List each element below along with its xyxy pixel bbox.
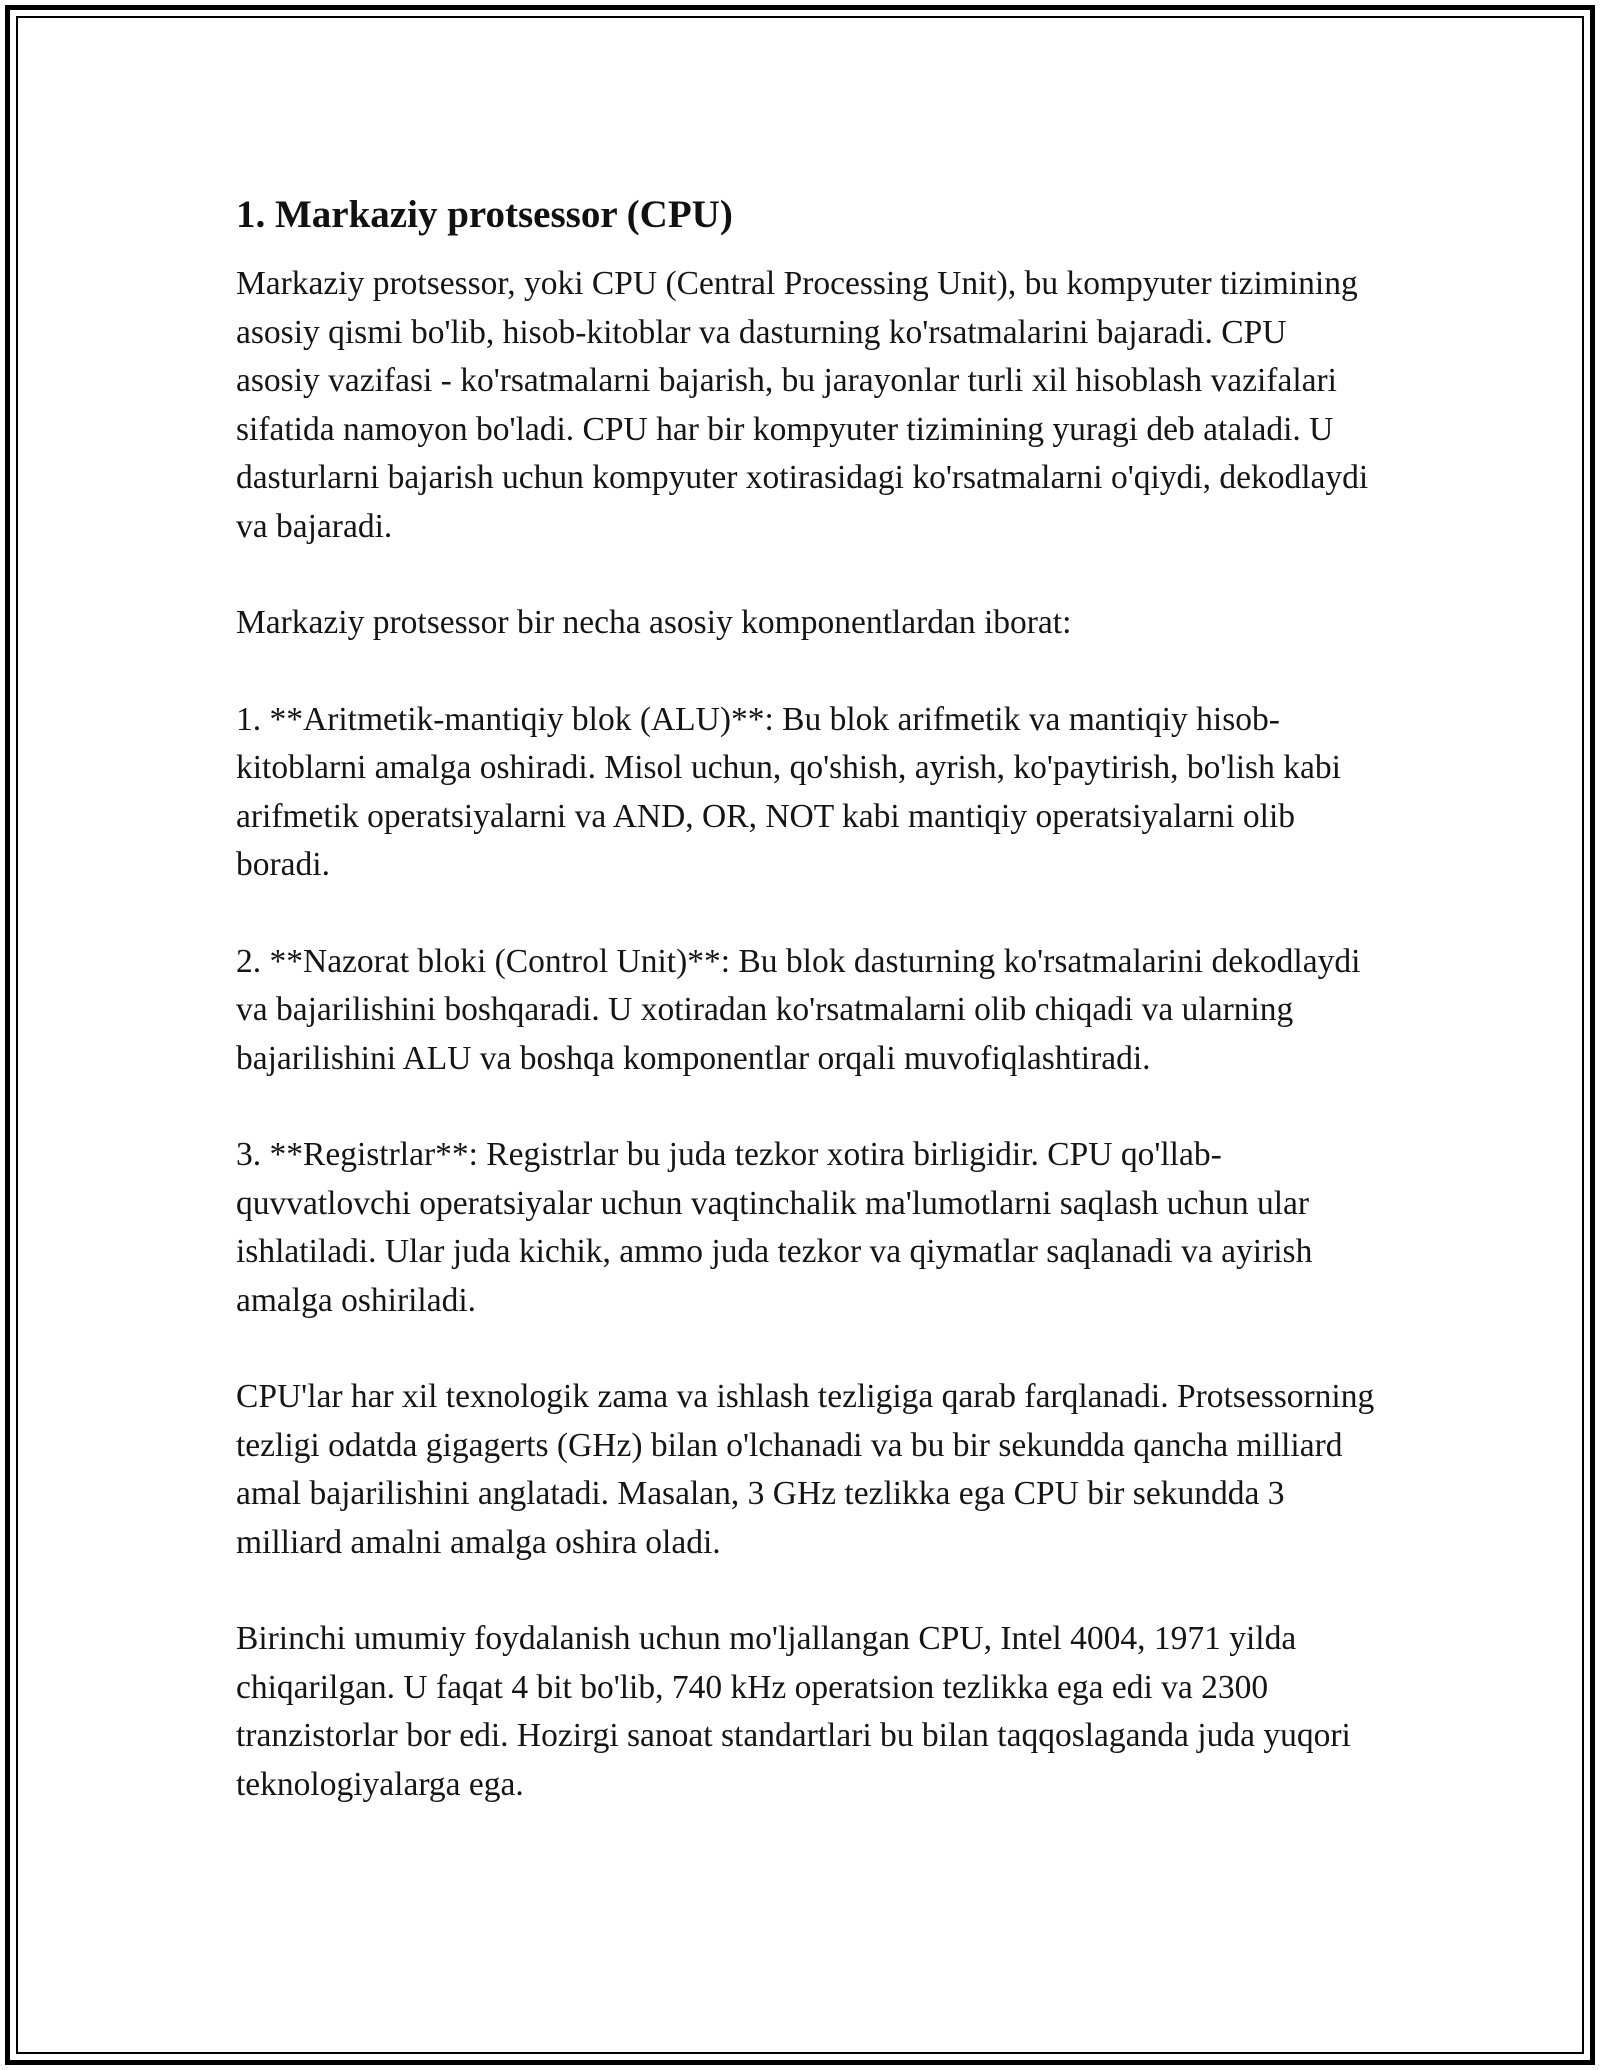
paragraph-registers: 3. **Registrlar**: Registrlar bu juda tezkor xotira birligidir. CPU qo'llab-quvvatlovchi operatsiyalar uchun vaqtinchalik ma'lumotlarni saqlash uchun ular ishlatiladi. Ular juda kichik, ammo juda tezkor va qiymatlar saqlanadi va ayirish amalga oshiriladi. (236, 1136, 1313, 1319)
document-body (236, 190, 1376, 1857)
paragraph-intro: Markaziy protsessor, yoki CPU (Central Processing Unit), bu kompyuter tizimining asosiy qismi bo'lib, hisob-kitoblar va dasturning ko'rsatmalarini bajaradi. CPU asosiy vazifasi - ko'rsatmalarni bajarish, bu jarayonlar turli xil hisoblash vazifalari sifatida namoyon bo'ladi. CPU har bir kompyuter tizimining yuragi deb ataladi. U dasturlarni bajarish uchun kompyuter xotirasidagi ko'rsatmalarni o'qiydi, dekodlaydi va bajaradi. (236, 265, 1369, 545)
paragraph-control-unit: 2. **Nazorat bloki (Control Unit)**: Bu blok dasturning ko'rsatmalarini dekodlaydi va bajarilishini boshqaradi. U xotiradan ko'rsatmalarni olib chiqadi va ularning bajarilishini ALU va boshqa komponentlar orqali muvofiqlashtiradi. (236, 942, 1361, 1077)
paragraph-cpu-speed: CPU'lar har xil texnologik zama va ishlash tezligiga qarab farqlanadi. Protsessorning tezligi odatda gigagerts (GHz) bilan o'lchanadi va bu bir sekundda qancha milliard amal bajarilishini anglatadi. Masalan, 3 GHz tezlikka ega CPU bir sekundda 3 milliard amalni amalga oshira oladi. (236, 1378, 1375, 1561)
section-heading: 1. Markaziy protsessor (CPU) (236, 193, 733, 236)
paragraph-components-intro: Markaziy protsessor bir necha asosiy komponentlardan iborat: (236, 604, 1072, 641)
paragraph-history: Birinchi umumiy foydalanish uchun mo'ljallangan CPU, Intel 4004, 1971 yilda chiqarilgan. U faqat 4 bit bo'lib, 740 kHz operatsion tezlikka ega edi va 2300 tranzistorlar bor edi. Hozirgi sanoat standartlari bu bilan taqqoslaganda juda yuqori teknologiyalarga ega. (236, 1620, 1351, 1803)
paragraph-alu: 1. **Aritmetik-mantiqiy blok (ALU)**: Bu blok arifmetik va mantiqiy hisob-kitoblarni amalga oshiradi. Misol uchun, qo'shish, ayrish, ko'paytirish, bo'lish kabi arifmetik operatsiyalarni va AND, OR, NOT kabi mantiqiy operatsiyalarni olib boradi. (236, 700, 1341, 883)
